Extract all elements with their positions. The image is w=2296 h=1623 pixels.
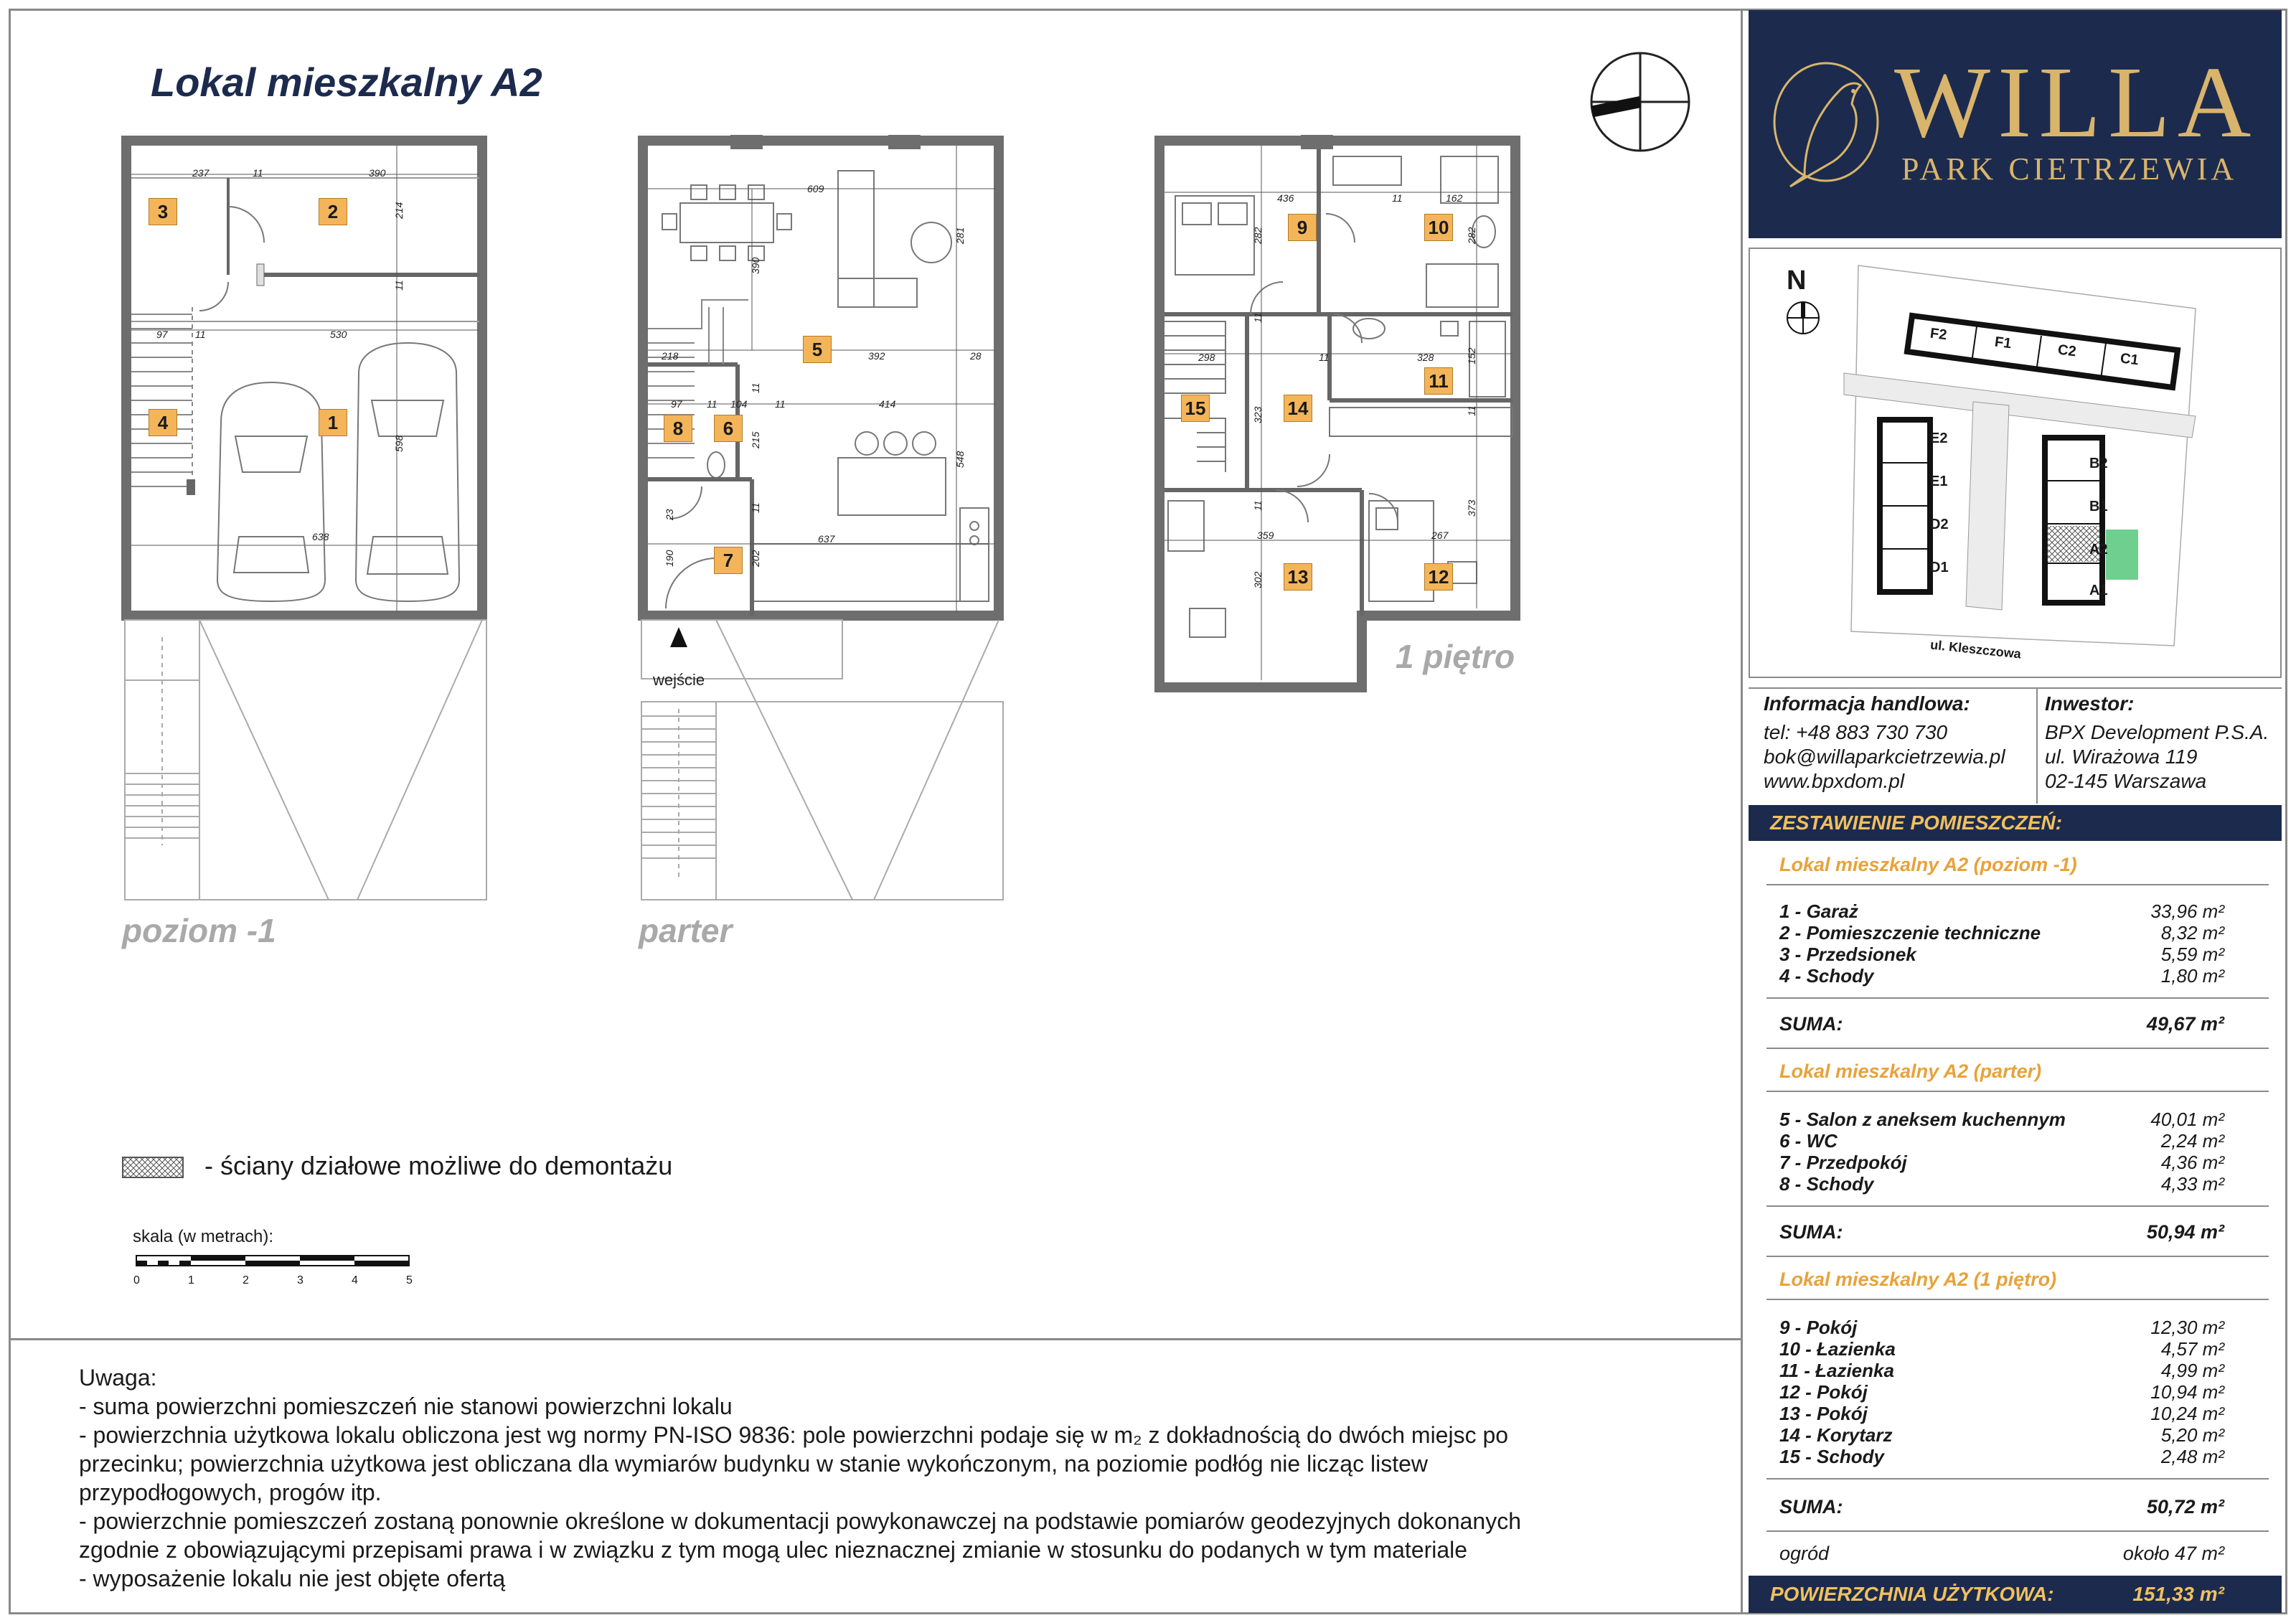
divider <box>1766 997 2269 999</box>
room-row: 2 - Pomieszczenie techniczne 8,32 m² <box>1779 922 2224 944</box>
room-tag: 10 <box>1424 214 1453 241</box>
room-row: 14 - Korytarz 5,20 m² <box>1779 1424 2224 1446</box>
scale-tick: 2 <box>243 1274 249 1286</box>
dim-label: 282 <box>1466 227 1477 244</box>
dim-label: 298 <box>1198 352 1215 363</box>
dim-label: 11 <box>393 280 405 291</box>
notes-line: - powierzchnie pomieszczeń zostaną ponownie określone w dokumentacji powykonawczej na podstawie pomiarów geodezyjnych dokonanych <box>79 1508 1522 1534</box>
divider <box>1766 1478 2269 1479</box>
divider <box>1766 1091 2269 1092</box>
notes-line: przypodłogowych, progów itp. <box>79 1479 382 1505</box>
room-tag: 14 <box>1284 395 1312 422</box>
divider <box>1766 1205 2269 1207</box>
brand-name: WILLA <box>1894 45 2259 159</box>
dim-label: 152 <box>1466 347 1477 364</box>
investor-line: ul. Wirażowa 119 <box>2045 745 2198 768</box>
investor-heading: Inwestor: <box>2045 692 2135 715</box>
dim-label: 598 <box>393 435 405 452</box>
dim-label: 190 <box>664 550 675 567</box>
dim-label: 11 <box>253 167 263 179</box>
dim-label: 162 <box>1446 192 1463 204</box>
contact-website[interactable]: www.bpxdom.pl <box>1764 770 1905 792</box>
contact-phone[interactable]: tel: +48 883 730 730 <box>1764 721 1948 743</box>
room-tag: 13 <box>1284 563 1312 591</box>
room-row: 1 - Garaż 33,96 m² <box>1779 900 2224 922</box>
room-row: 10 - Łazienka 4,57 m² <box>1779 1338 2224 1360</box>
section-heading: Lokal mieszkalny A2 (parter) <box>1779 1060 2042 1082</box>
dim-label: 548 <box>954 451 966 468</box>
dim-label: 215 <box>750 431 761 448</box>
dim-label: 11 <box>1319 352 1330 363</box>
legend-text: - ściany działowe możliwe do demontażu <box>204 1151 673 1180</box>
dim-label: 11 <box>1252 312 1264 323</box>
room-tag: 6 <box>714 415 743 442</box>
dim-label: 218 <box>662 350 679 362</box>
divider <box>1766 884 2269 885</box>
north-label: N <box>1787 265 1807 296</box>
dim-label: 390 <box>750 257 761 274</box>
dim-label: 97 <box>156 329 168 340</box>
dim-label: 202 <box>750 550 761 567</box>
floor-plan-level-minus1 <box>121 135 494 910</box>
notes-line: - powierzchnia użytkowa lokalu obliczona jest wg normy PN-ISO 9836: pole powierzchni podaje się w m₂ z dokładnością do dwóch miejsc po <box>79 1422 1509 1448</box>
room-tag: 8 <box>664 415 692 442</box>
divider <box>1766 1256 2269 1257</box>
horizontal-divider <box>9 1338 1742 1340</box>
notes-line: - wyposażenie lokalu nie jest objęte ofertą <box>79 1566 506 1591</box>
room-tag: 7 <box>714 547 743 574</box>
room-tag: 9 <box>1288 214 1317 241</box>
dim-label: 414 <box>879 398 896 410</box>
entrance-label: wejście <box>653 671 705 689</box>
building-label: D1 <box>1930 560 1949 575</box>
building-label: B1 <box>2089 499 2108 514</box>
room-row: 11 - Łazienka 4,99 m² <box>1779 1360 2224 1381</box>
dim-label: 97 <box>671 398 682 410</box>
notes-line: zgodnie z obowiązującymi przepisami prawa i w związku z tym mogą ulec nieznacznej zmianie w stosunku do podanych w tym materiale <box>79 1537 1468 1563</box>
street-label: ul. Kleszczowa <box>1929 637 2022 662</box>
room-row: 15 - Schody 2,48 m² <box>1779 1446 2224 1467</box>
building-label: A2 <box>2089 542 2108 558</box>
room-tag: 1 <box>319 409 347 436</box>
section-sum: SUMA: 50,72 m² <box>1779 1496 2224 1518</box>
building-label: A1 <box>2089 583 2108 598</box>
room-tag: 15 <box>1181 395 1210 422</box>
dim-label: 11 <box>750 382 761 393</box>
contact-email[interactable]: bok@willaparkcietrzewia.pl <box>1764 745 2005 768</box>
room-row: 8 - Schody 4,33 m² <box>1779 1173 2224 1195</box>
dim-label: 11 <box>750 502 761 513</box>
garden-row: ogród około 47 m² <box>1779 1543 2224 1564</box>
investor-line: BPX Development P.S.A. <box>2045 721 2269 743</box>
room-row: 6 - WC 2,24 m² <box>1779 1130 2224 1152</box>
notes-line: przecinku; powierzchnia użytkowa jest obliczana dla wymiarów budynku w stanie wykończonym, na poziomie podłóg nie licząc listew <box>79 1451 1428 1477</box>
divider <box>1766 1299 2269 1300</box>
scale-tick: 5 <box>406 1274 413 1286</box>
scale-tick: 4 <box>352 1274 358 1286</box>
contact-heading: Informacja handlowa: <box>1764 692 1970 715</box>
dim-label: 267 <box>1431 530 1449 541</box>
floor-plan-ground <box>637 135 1010 910</box>
room-tag: 5 <box>803 336 832 363</box>
dim-label: 11 <box>195 329 206 340</box>
hatch-legend-icon <box>122 1157 184 1178</box>
dim-label: 390 <box>369 167 386 179</box>
dim-label: 11 <box>1392 192 1403 204</box>
total-row: POWIERZCHNIA UŻYTKOWA: 151,33 m² <box>1749 1576 2282 1613</box>
dim-label: 11 <box>1466 405 1477 416</box>
divider <box>1766 1048 2269 1049</box>
room-row: 3 - Przedsionek 5,59 m² <box>1779 944 2224 965</box>
building-label: C2 <box>2056 342 2077 360</box>
dim-label: 359 <box>1257 530 1274 541</box>
dim-label: 281 <box>954 227 966 244</box>
building-label: E1 <box>1930 474 1948 489</box>
dim-label: 373 <box>1466 499 1477 517</box>
dim-label: 28 <box>970 350 982 362</box>
room-row: 12 - Pokój 10,94 m² <box>1779 1381 2224 1403</box>
building-label: B2 <box>2089 456 2108 471</box>
dim-label: 609 <box>807 183 824 194</box>
room-tag: 2 <box>319 198 347 225</box>
plan-label: poziom -1 <box>122 912 276 949</box>
scale-bar <box>129 1254 430 1280</box>
building-label: E2 <box>1930 431 1948 446</box>
dim-label: 104 <box>730 398 748 410</box>
dim-label: 282 <box>1252 227 1264 244</box>
dim-label: 11 <box>775 398 786 410</box>
dim-label: 11 <box>1252 500 1264 511</box>
section-heading: Lokal mieszkalny A2 (1 piętro) <box>1779 1269 2057 1290</box>
building-label: C1 <box>2119 350 2140 369</box>
summary-heading: ZESTAWIENIE POMIESZCZEŃ: <box>1749 805 2282 841</box>
plan-label: 1 piętro <box>1396 638 1515 675</box>
dim-label: 637 <box>818 533 835 545</box>
room-row: 5 - Salon z aneksem kuchennym 40,01 m² <box>1779 1109 2224 1130</box>
section-sum: SUMA: 50,94 m² <box>1779 1221 2224 1243</box>
room-tag: 4 <box>149 409 177 436</box>
room-row: 4 - Schody 1,80 m² <box>1779 965 2224 987</box>
dim-label: 328 <box>1417 352 1434 363</box>
brand-subtitle: PARK CIETRZEWIA <box>1901 151 2238 187</box>
notes-line: - suma powierzchni pomieszczeń nie stanowi powierzchni lokalu <box>79 1393 733 1419</box>
room-tag: 3 <box>149 198 177 225</box>
building-label: D2 <box>1930 517 1949 532</box>
notes-heading: Uwaga: <box>79 1365 157 1391</box>
section-heading: Lokal mieszkalny A2 (poziom -1) <box>1779 854 2077 875</box>
divider <box>1766 1530 2269 1532</box>
room-tag: 12 <box>1424 563 1453 591</box>
dim-label: 638 <box>312 531 329 542</box>
scale-tick: 3 <box>297 1274 304 1286</box>
dim-label: 214 <box>393 202 405 219</box>
room-tag: 11 <box>1424 367 1453 395</box>
building-label: F1 <box>1993 334 2013 352</box>
dim-label: 23 <box>664 509 675 520</box>
site-plan-map <box>1837 258 2224 660</box>
north-arrow-icon <box>1785 300 1821 336</box>
room-row: 7 - Przedpokój 4,36 m² <box>1779 1152 2224 1173</box>
dim-label: 436 <box>1277 192 1294 204</box>
dim-label: 323 <box>1252 406 1264 423</box>
plan-label: parter <box>639 912 733 949</box>
dim-label: 530 <box>330 329 347 340</box>
scale-label: skala (w metrach): <box>133 1227 274 1246</box>
dim-label: 302 <box>1252 571 1264 588</box>
scale-tick: 1 <box>188 1274 194 1286</box>
compass-icon <box>1587 49 1693 155</box>
dim-label: 11 <box>707 398 718 410</box>
page-title: Lokal mieszkalny A2 <box>151 60 542 105</box>
bird-logo-icon <box>1761 54 1891 197</box>
building-label: F2 <box>1929 325 1948 344</box>
room-row: 13 - Pokój 10,24 m² <box>1779 1403 2224 1424</box>
section-sum: SUMA: 49,67 m² <box>1779 1013 2224 1035</box>
investor-line: 02-145 Warszawa <box>2045 770 2207 792</box>
room-row: 9 - Pokój 12,30 m² <box>1779 1317 2224 1338</box>
dim-label: 237 <box>192 167 210 179</box>
vertical-divider <box>1741 9 1743 1614</box>
scale-tick: 0 <box>133 1274 140 1286</box>
divider <box>1749 687 2282 689</box>
dim-label: 392 <box>868 350 885 362</box>
divider <box>2036 687 2038 804</box>
